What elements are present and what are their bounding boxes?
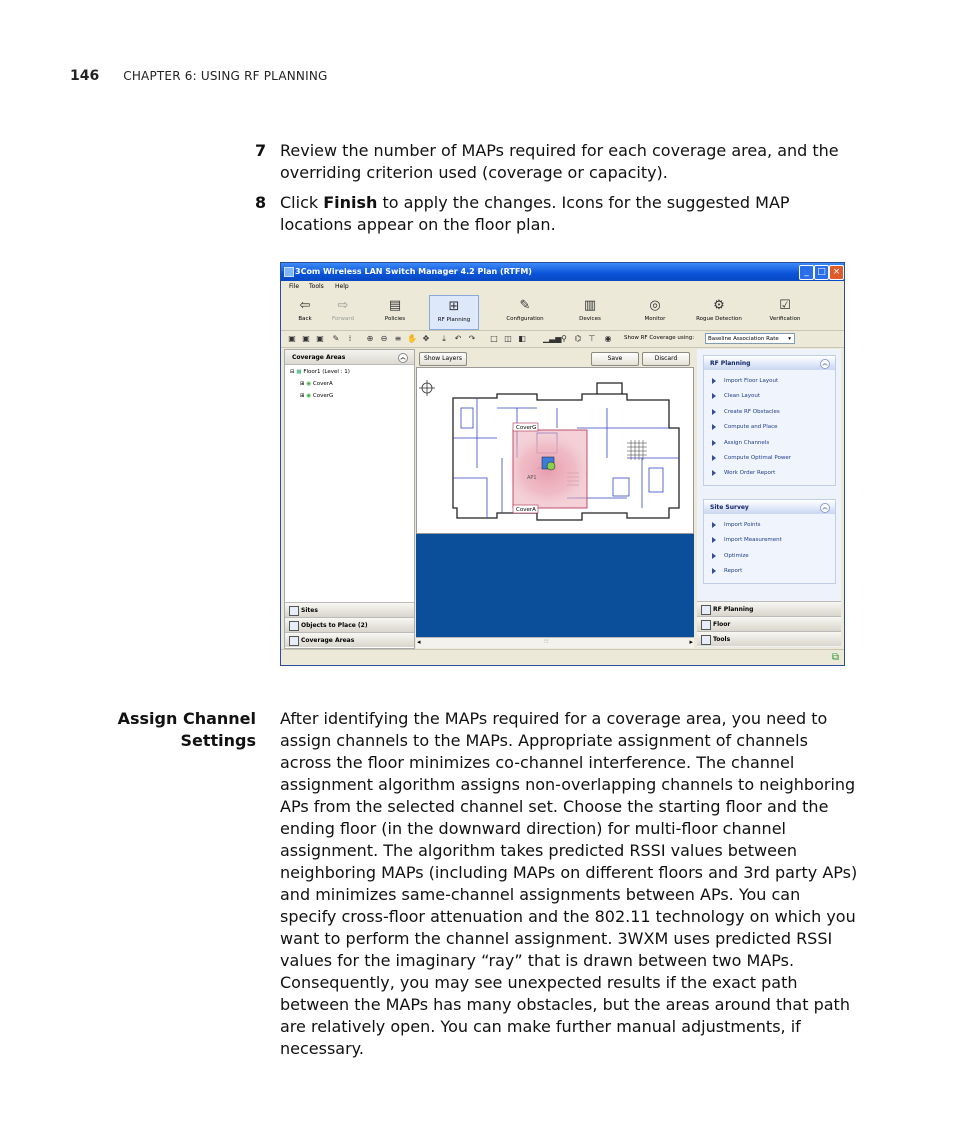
accordion-objects-to-place[interactable]	[285, 617, 414, 632]
minimize-button[interactable]: _	[799, 265, 814, 280]
network-icon[interactable]: ⌬	[574, 334, 582, 343]
signal-icon[interactable]: ▁▃▅	[543, 334, 562, 343]
floor-plan-canvas[interactable]	[416, 367, 694, 534]
step-text: Review the number of MAPs required for each coverage area, and the overriding criterion used (coverage or capacity).	[280, 141, 839, 182]
accordion-label: Sites	[301, 607, 318, 614]
hand-icon[interactable]: ✋	[407, 334, 417, 343]
map-label-ap1: AP1	[527, 475, 537, 481]
task-label: Compute and Place	[724, 424, 778, 431]
tree-item-floor1[interactable]	[290, 369, 350, 375]
chevron-down-icon: ▾	[788, 336, 791, 342]
expand-toggle-icon: ⊞	[300, 381, 305, 387]
verification-button[interactable]	[761, 295, 809, 328]
map-label-covera: CoverA	[516, 507, 536, 513]
step-text-pre: Click	[280, 193, 324, 212]
undo-icon[interactable]: ↶	[454, 334, 462, 343]
arrow-right-icon	[712, 537, 716, 543]
arrow-right-icon	[712, 409, 716, 415]
task-report[interactable]	[704, 564, 835, 579]
accordion-floor[interactable]	[697, 616, 841, 631]
task-label: Assign Channels	[724, 439, 770, 446]
task-compute-and-place[interactable]	[704, 420, 835, 435]
arrow-right-icon	[712, 470, 716, 476]
step-number: 7	[255, 141, 267, 160]
export-icon[interactable]: ▣	[302, 334, 310, 343]
secondary-toolbar	[281, 331, 844, 348]
accordion-coverage-areas[interactable]	[285, 632, 414, 647]
task-label: Work Order Report	[724, 470, 776, 477]
window-icon[interactable]: □	[490, 334, 498, 343]
task-label: Import Floor Layout	[724, 378, 779, 384]
rf-planning-icon: ⊞	[448, 299, 460, 314]
title-bar	[281, 263, 844, 281]
scroll-left-icon[interactable]: ◂	[417, 638, 421, 646]
grid-icon[interactable]: ⁞	[348, 334, 352, 343]
step-7	[255, 140, 855, 184]
task-group-title: Site Survey	[710, 504, 749, 511]
arrow-right-icon	[712, 553, 716, 559]
ap-map-icon	[542, 457, 555, 470]
coverage-select[interactable]	[705, 333, 795, 344]
task-clean-layout[interactable]	[704, 389, 835, 404]
objects-icon	[289, 621, 299, 631]
toolbar-label: Forward	[331, 316, 355, 322]
coverage-area-icon: ◉	[306, 381, 312, 387]
task-group-header[interactable]	[704, 500, 835, 514]
pane-title: Coverage Areas	[292, 354, 346, 361]
task-optimize[interactable]	[704, 549, 835, 564]
arrow-right-icon	[712, 393, 716, 399]
task-label: Import Measurement	[724, 537, 782, 544]
toolbar-label: Monitor	[644, 316, 666, 322]
section-heading	[100, 708, 256, 752]
crosshair-icon	[419, 380, 435, 396]
network-status-icon: ⧉	[831, 652, 839, 663]
monitor-icon: ◎	[649, 298, 661, 313]
forward-button[interactable]	[319, 295, 367, 328]
save-icon[interactable]: ▣	[288, 334, 296, 343]
step-text	[280, 192, 855, 236]
arrow-right-icon	[712, 455, 716, 461]
tree-label: CoverA	[312, 381, 333, 387]
devices-button[interactable]	[566, 295, 614, 328]
tree-item-covera[interactable]	[300, 381, 333, 387]
accordion-label: Floor	[713, 621, 731, 628]
arrow-right-icon	[712, 522, 716, 528]
edit-icon[interactable]: ✎	[332, 334, 340, 343]
main-toolbar	[281, 293, 844, 331]
arrow-right-icon	[712, 424, 716, 430]
toolbar-label: Configuration	[506, 316, 544, 322]
arrow-right-icon	[712, 440, 716, 446]
zoom-in-icon[interactable]: ⊕	[366, 334, 374, 343]
task-pane	[697, 349, 841, 647]
accordion-label: Coverage Areas	[301, 637, 355, 644]
configuration-icon: ✎	[519, 298, 531, 313]
ap-icon[interactable]: ⚲	[561, 334, 567, 343]
arrow-left-icon: ⇦	[299, 298, 311, 313]
tree-label: Floor1 (Level : 1)	[303, 369, 350, 375]
coverage-area-icon: ◉	[306, 393, 312, 399]
arrow-right-icon	[712, 568, 716, 574]
coverage-label: Show RF Coverage using:	[624, 335, 695, 341]
toolbar-label: RF Planning	[437, 317, 471, 323]
accordion-label: Tools	[713, 636, 731, 643]
tile-icon[interactable]: ◫	[504, 334, 512, 343]
chapter-title: CHAPTER 6: USING RF PLANNING	[123, 69, 328, 83]
task-label: Compute Optimal Power	[724, 454, 791, 461]
sites-icon	[289, 606, 299, 616]
accordion-sites[interactable]	[285, 602, 414, 617]
task-label: Clean Layout	[724, 393, 761, 400]
task-import-measurement[interactable]	[704, 533, 835, 548]
monitor-button[interactable]	[631, 295, 679, 328]
task-compute-optimal-power[interactable]	[704, 451, 835, 466]
task-label: Report	[724, 568, 743, 575]
map-label-coverg: CoverG	[516, 425, 537, 431]
rf-planning-tasks	[703, 355, 836, 486]
expand-toggle-icon: ⊞	[300, 393, 305, 399]
step-text-post: to apply the changes. Icons for the suggested MAP locations appear on the floor plan.	[280, 193, 790, 234]
task-label: Import Points	[724, 522, 761, 528]
step-text-bold: Finish	[323, 193, 378, 212]
task-label: Create RF Obstacles	[724, 408, 780, 415]
tree-label: CoverG	[312, 393, 334, 399]
horizontal-scrollbar[interactable]	[416, 637, 694, 648]
close-button[interactable]: ×	[829, 265, 844, 280]
toolbar-label: Rogue Detection	[696, 316, 742, 322]
collapse-toggle-icon: ⊟	[290, 369, 295, 375]
coverage-areas-icon	[289, 636, 299, 646]
app-screenshot	[280, 262, 845, 666]
tree-item-coverg[interactable]	[300, 393, 333, 399]
menu-help[interactable]: Help	[335, 283, 349, 290]
floor-plan-drawing	[417, 368, 693, 533]
task-work-order-report[interactable]	[704, 466, 835, 481]
policies-button[interactable]	[371, 295, 419, 328]
menu-tools[interactable]: Tools	[309, 283, 324, 290]
floor-icon: ▦	[296, 369, 302, 375]
configuration-button[interactable]	[501, 295, 549, 328]
app-icon	[284, 267, 294, 277]
floor-plan-pane	[416, 349, 694, 647]
site-survey-tasks	[703, 499, 836, 584]
task-assign-channels[interactable]	[704, 436, 835, 451]
page-number: 146	[70, 68, 100, 84]
page-header	[70, 68, 328, 84]
rf-planning-icon	[701, 605, 711, 615]
floor-icon	[701, 620, 711, 630]
tree-icon[interactable]: ⊤	[588, 334, 596, 343]
coverage-icon[interactable]: ◉	[604, 334, 612, 343]
arrow-right-icon: ⇨	[337, 298, 349, 313]
accordion-tools[interactable]	[697, 631, 841, 646]
coverage-areas-pane	[284, 349, 415, 649]
section-body: After identifying the MAPs required for a coverage area, you need to assign channels to the MAPs. Appropriate assignment of channels across the floor minimizes co-channel interference. The channel assignment algorithm assigns non-overlapping channels to neighboring APs from the selected channel set. Choose the starting floor and the ending floor (in the downward direction) for multi-floor channel assignment. The algorithm takes predicted RSSI values between neighboring MAPs (including MAPs on different floors and 3rd party APs) and minimizes same-channel assignments between APs. You can specify cross-floor attenuation and the 802.11 technology on which you want to perform the channel assignment. 3WXM uses predicted RSSI values for the imaginary “ray” that is drawn between two MAPs. Consequently, you may see unexpected results if the exact path between the MAPs has many obstacles, but the areas around that path are relatively open. You can make further manual adjustments, if necessary.	[280, 709, 858, 1058]
toolbar-label: Policies	[384, 316, 406, 322]
toolbar-label: Verification	[769, 316, 801, 322]
zoom-out-icon[interactable]: ⊖	[380, 334, 388, 343]
task-group-header[interactable]	[704, 356, 835, 370]
section-heading-line1: Assign Channel	[117, 709, 256, 728]
empty-canvas-area	[416, 534, 694, 637]
task-create-rf-obstacles[interactable]	[704, 405, 835, 420]
verification-icon: ☑	[779, 298, 791, 313]
coverage-select-value: Baseline Association Rate	[708, 336, 779, 342]
rogue-detection-button[interactable]	[695, 295, 743, 328]
list-icon[interactable]: ≡	[394, 334, 402, 343]
download-icon[interactable]: ⤓	[442, 334, 446, 343]
pan-icon[interactable]: ✥	[422, 334, 430, 343]
accordion-label: RF Planning	[713, 606, 754, 613]
window-title: 3Com Wireless LAN Switch Manager 4.2 Plan (RTFM)	[295, 267, 532, 276]
discard-button[interactable]: Discard	[642, 352, 690, 366]
scroll-grip-icon: ⁝⁝⁝	[544, 639, 549, 645]
toolbar-label: Devices	[579, 316, 601, 322]
toolbar-label: Back	[298, 316, 312, 322]
redo-icon[interactable]: ↷	[468, 334, 476, 343]
pane-header	[285, 350, 414, 365]
tools-icon	[701, 635, 711, 645]
policies-icon: ▤	[388, 298, 402, 313]
save-button[interactable]: Save	[591, 352, 639, 366]
collapse-icon[interactable]: ︽	[820, 503, 830, 513]
split-icon[interactable]: ◧	[518, 334, 526, 343]
step-number: 8	[255, 193, 267, 212]
devices-icon: ▥	[583, 298, 597, 313]
task-label: Optimize	[724, 552, 749, 559]
accordion-rf-planning[interactable]	[697, 601, 841, 616]
task-import-points[interactable]	[704, 518, 835, 533]
accordion-label: Objects to Place (2)	[301, 622, 368, 629]
step-8	[255, 192, 855, 236]
menu-bar	[281, 281, 844, 292]
rogue-detection-icon: ⚙	[713, 298, 725, 313]
arrow-right-icon	[712, 378, 716, 384]
collapse-icon[interactable]: ︽	[820, 359, 830, 369]
rf-planning-button[interactable]	[429, 295, 479, 330]
maximize-button[interactable]: □	[814, 265, 829, 280]
scroll-right-icon[interactable]: ▸	[689, 638, 693, 646]
status-bar	[281, 649, 844, 666]
section-heading-line2: Settings	[180, 731, 256, 750]
print-icon[interactable]: ▣	[316, 334, 324, 343]
collapse-icon[interactable]: ︽	[398, 353, 408, 363]
show-layers-button[interactable]: Show Layers	[419, 352, 467, 366]
task-group-title: RF Planning	[710, 360, 751, 367]
menu-file[interactable]: File	[289, 283, 300, 290]
task-import-floor-layout[interactable]	[704, 374, 835, 389]
